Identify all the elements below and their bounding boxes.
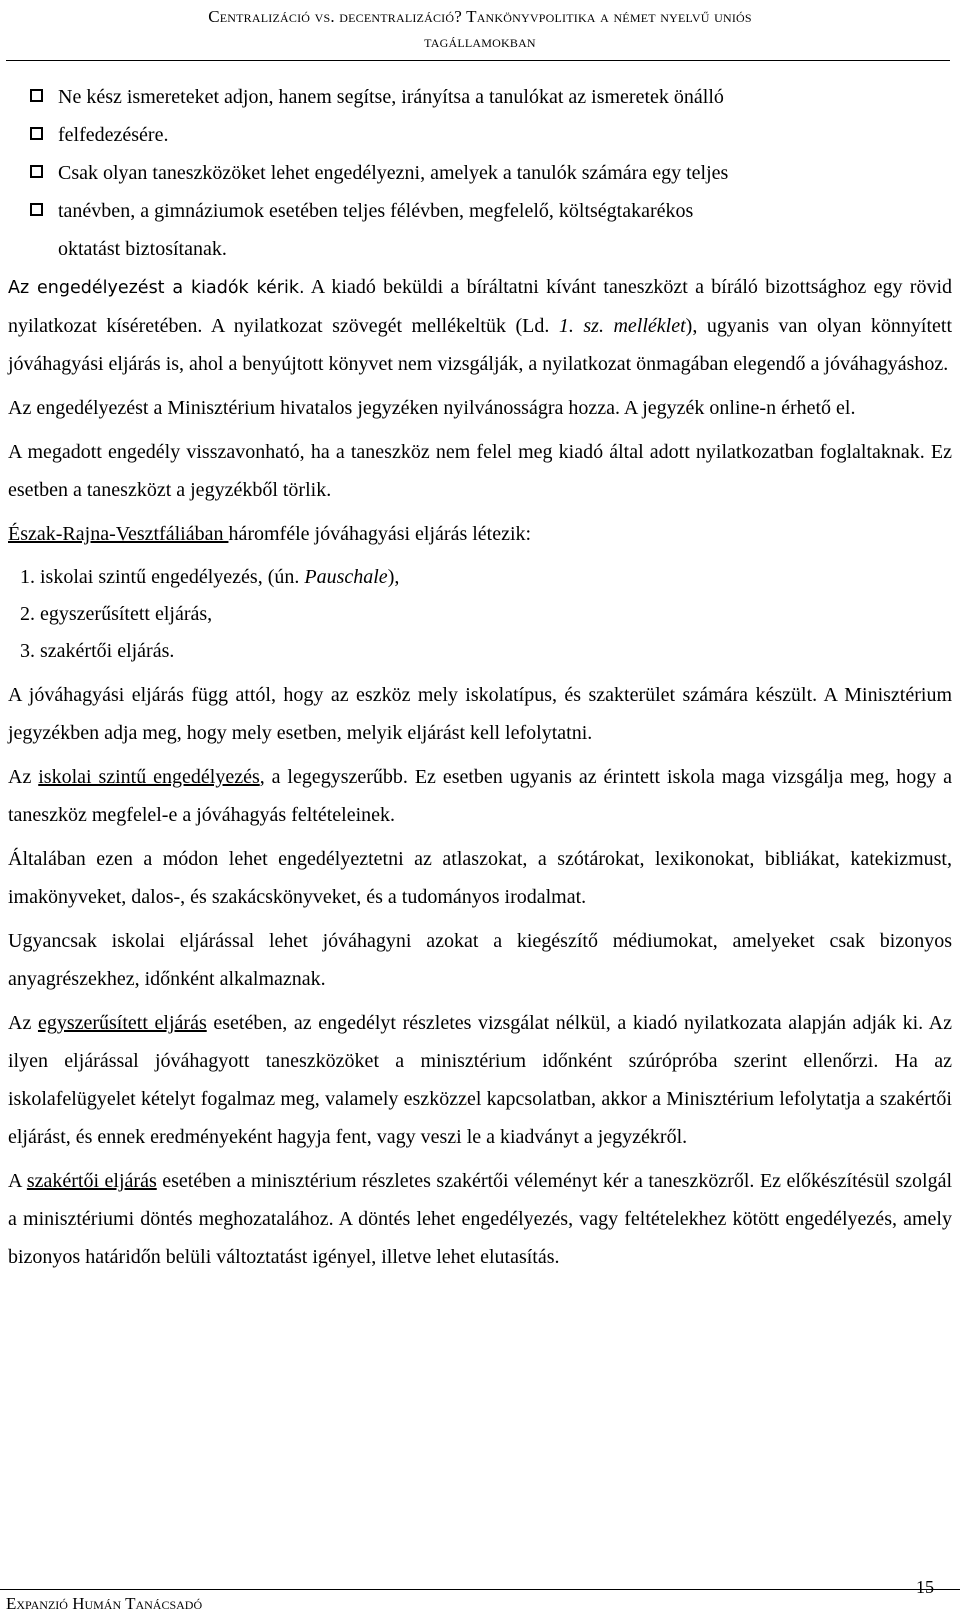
paragraph-school-level: Az iskolai szintű engedélyezés, a legegyszerűbb. Ez esetben ugyanis az érintett iskola maga vizsgálja meg, hogy a taneszköz megfelel-e a jóváhagyás feltételeinek. xyxy=(8,766,952,826)
checkbox-bullet-icon xyxy=(30,203,43,216)
paragraph-simplified-procedure: Az egyszerűsített eljárás esetében, az engedélyt részletes vizsgálat nélkül, a kiadó nyilatkozata alapján adják ki. Az ilyen eljárással jóváhagyott taneszközöket a minisztérium időnként szúrópróba szerint ellenőrzi. Ha az iskolafelügyelet kételyt fogalmaz meg, valamely eszközzel kapcsolatban, akkor a Minisztérium lefolytatja a szakértői eljárást, és ennek eredményeként hagyja fent, vagy veszi le a kiadványt a jegyzékről. xyxy=(8,1012,952,1148)
paragraph-procedure-dependency: A jóváhagyási eljárás függ attól, hogy az eszköz mely iskolatípus, és szakterület számára készült. A Minisztérium jegyzékben adja meg, hogy mely esetben, melyik eljárást kell lefolytatni. xyxy=(8,684,952,744)
checkbox-bullet-icon xyxy=(30,127,43,140)
bullet-item: Ne kész ismereteket adjon, hanem segítse, irányítsa a tanulókat az ismeretek önálló xyxy=(30,78,952,116)
procedure-item: 2. egyszerűsített eljárás, xyxy=(20,603,213,625)
checkbox-bullet-icon xyxy=(30,165,43,178)
checkbox-bullet-icon xyxy=(30,89,43,102)
paragraph-revocation: A megadott engedély visszavonható, ha a taneszköz nem felel meg kiadó által adott nyilatkozatban foglaltaknak. Ez esetben a taneszközt a jegyzékből törlik. xyxy=(8,441,952,501)
procedure-list xyxy=(8,559,952,670)
page-number: 15 xyxy=(916,1577,934,1597)
paragraph-ministry-list: Az engedélyezést a Minisztérium hivatalos jegyzéken nyilvánosságra hozza. A jegyzék online-n érhető el. xyxy=(8,397,856,419)
region-name: Észak-Rajna-Vesztfáliában xyxy=(8,523,229,545)
bullet-item-continuation: oktatást biztosítanak. xyxy=(58,238,227,260)
paragraph-approval-request: Az engedélyezést a kiadók kérik. A kiadó beküldi a bíráltatni kívánt taneszközt a bíráló bizottsághoz egy rövid nyilatkozat kíséretében. A nyilatkozat szövegét mellékeltük (Ld. 1. sz. melléklet), ugyanis van olyan könnyített jóváhagyási eljárás is, ahol a benyújtott könyvet nem vizsgálják, a nyilatkozat önmagában elegendő a jóváhagyáshoz. xyxy=(8,276,953,375)
running-footer: Expanzió Humán Tanácsadó xyxy=(6,1594,203,1613)
paragraph-nrw-intro: Észak-Rajna-Vesztfáliában háromféle jóváhagyási eljárás létezik: xyxy=(8,523,532,545)
bullet-list xyxy=(8,78,952,268)
procedure-item: 3. szakértői eljárás. xyxy=(20,640,175,662)
bullet-item: Csak olyan taneszközöket lehet engedélyezni, amelyek a tanulók számára egy teljes xyxy=(30,154,952,192)
header-line-1: Centralizáció vs. decentralizáció? Tankönyvpolitika a német nyelvű uniós xyxy=(208,7,752,26)
paragraph-typical-items: Általában ezen a módon lehet engedélyeztetni az atlaszokat, a szótárokat, lexikonokat, bibliákat, katekizmust, imakönyveket, dalos-, és szakácskönyveket, és a tudományos irodalmat. xyxy=(8,848,952,908)
bullet-item: felfedezésére. xyxy=(30,116,952,154)
header-rule xyxy=(6,60,950,61)
annex-reference: 1. sz. melléklet xyxy=(558,315,686,337)
paragraph-expert-procedure: A szakértői eljárás esetében a minisztérium részletes szakértői véleményt kér a taneszközről. Ez előkészítésül szolgál a minisztériumi döntés meghozatalához. A döntés lehet engedélyezés, vagy feltételekhez kötött engedélyezés, amely bizonyos határidőn belüli változtatást igényel, illetve lehet elutasítás. xyxy=(8,1170,953,1268)
header-line-2: tagállamokban xyxy=(424,32,536,51)
procedure-item: 1. iskolai szintű engedélyezés, (ún. Pauschale), xyxy=(20,566,400,588)
running-header xyxy=(0,4,960,54)
footer-rule xyxy=(0,1589,960,1590)
bullet-item: tanévben, a gimnáziumok esetében teljes félévben, megfelelő, költségtakarékos xyxy=(30,192,952,230)
paragraph-supplementary-media: Ugyancsak iskolai eljárással lehet jóváhagyni azokat a kiegészítő médiumokat, amelyeket csak bizonyos anyagrészekhez, időnként alkalmaznak. xyxy=(8,930,952,990)
main-content xyxy=(8,78,952,1282)
